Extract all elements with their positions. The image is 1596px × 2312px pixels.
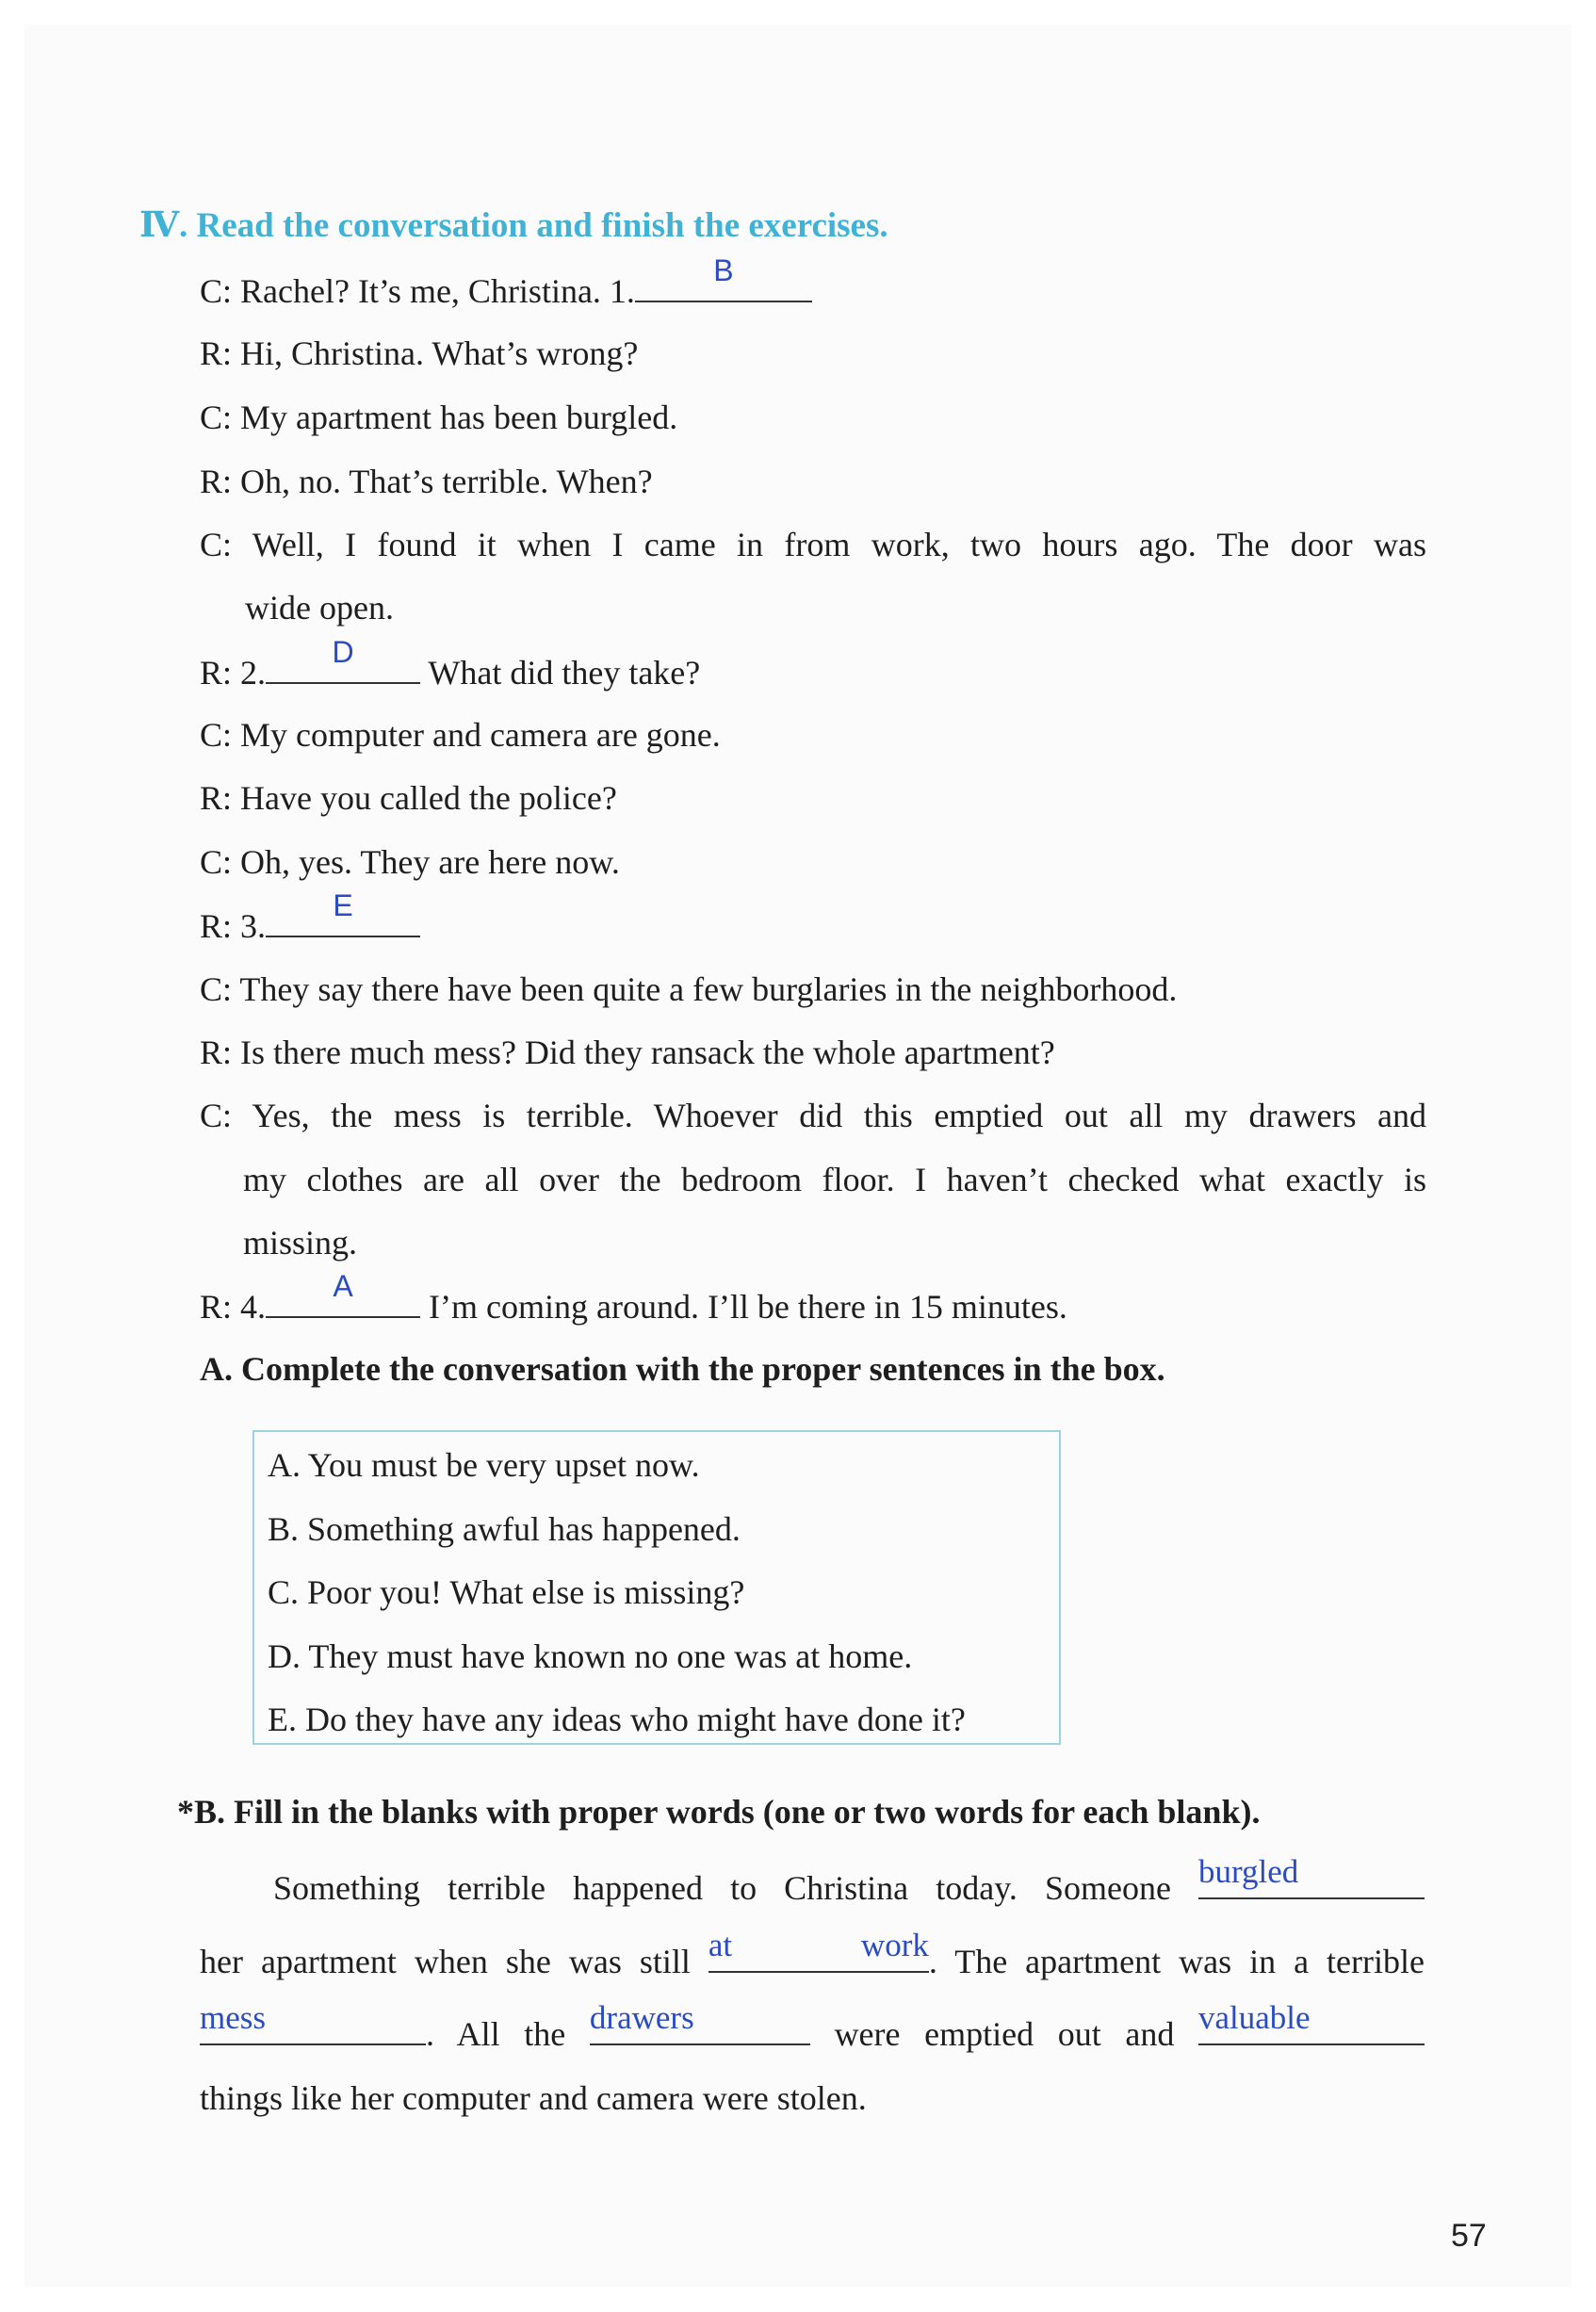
dialogue-text: Have you called the police? — [240, 779, 617, 817]
dialogue-text: Rachel? It’s me, Christina. — [240, 272, 601, 310]
section-title: Ⅳ. Read the conversation and finish the exercises. — [139, 206, 888, 245]
dialogue-text: Yes, the mess is terrible. Whoever did this emptied out all my drawers and — [252, 1097, 1426, 1134]
dialogue-text: I’m coming around. I’ll be there in 15 minutes. — [429, 1288, 1067, 1326]
speaker-label: R: — [200, 779, 233, 817]
passage-text: her apartment when she was still — [200, 1943, 691, 1980]
dialogue-text: Hi, Christina. What’s wrong? — [240, 334, 639, 372]
handwritten-answer: A — [333, 1269, 353, 1303]
blank-number: 1. — [609, 272, 635, 310]
dialogue-line — [200, 396, 677, 439]
option-item: A. You must be very upset now. — [268, 1446, 700, 1484]
handwritten-answer: E — [333, 888, 353, 922]
handwritten-answer: B — [713, 253, 734, 287]
fill-line — [273, 1853, 1425, 1910]
dialogue-line — [200, 968, 1177, 1011]
dialogue-line — [200, 332, 638, 375]
speaker-label: C: — [200, 399, 233, 436]
speaker-label: C: — [200, 272, 233, 310]
dialogue-line — [200, 1269, 1067, 1328]
dialogue-text: My apartment has been burgled. — [240, 399, 678, 436]
passage-text: were emptied out and — [834, 2015, 1175, 2053]
option-item: D. They must have known no one was at home. — [268, 1637, 913, 1675]
dialogue-continuation: missing. — [243, 1224, 358, 1262]
part-a-heading: A. Complete the conversation with the proper sentences in the box. — [200, 1350, 1165, 1388]
speaker-label: R: — [200, 1288, 233, 1326]
fill-line: things like her computer and camera were stolen. — [200, 2079, 867, 2117]
option-item: B. Something awful has happened. — [268, 1510, 741, 1548]
answer-blank — [708, 1927, 929, 1973]
dialogue-continuation: my clothes are all over the bedroom floor. I haven’t checked what exactly is — [243, 1161, 1426, 1198]
answer-blank — [1198, 1853, 1425, 1899]
answer-blank — [266, 635, 420, 684]
handwritten-answer: at work — [708, 1927, 929, 1963]
blank-number: 3. — [240, 907, 267, 945]
dialogue-line — [200, 253, 812, 313]
dialogue-text: Oh, yes. They are here now. — [240, 843, 620, 881]
handwritten-answer: valuable — [1198, 1999, 1311, 2036]
dialogue-line — [200, 840, 620, 884]
dialogue-line — [200, 460, 653, 503]
speaker-label: R: — [200, 907, 233, 945]
dialogue-line — [200, 1031, 1055, 1074]
handwritten-answer: drawers — [589, 1999, 694, 2036]
dialogue-text: They say there have been quite a few burglaries in the neighborhood. — [239, 970, 1178, 1008]
blank-number: 4. — [240, 1288, 267, 1326]
option-item: E. Do they have any ideas who might have done it? — [268, 1701, 966, 1738]
speaker-label: C: — [200, 1097, 233, 1134]
dialogue-line — [200, 713, 721, 757]
answer-blank — [1198, 1999, 1425, 2045]
passage-text: . The apartment was in a terrible — [928, 1943, 1425, 1980]
speaker-label: C: — [200, 716, 233, 754]
page-number: 57 — [1451, 2218, 1487, 2254]
dialogue-text: Oh, no. That’s terrible. When? — [240, 463, 653, 500]
answer-blank — [266, 1269, 420, 1318]
speaker-label: R: — [200, 334, 233, 372]
handwritten-answer: mess — [200, 1999, 266, 2036]
answer-blank — [266, 888, 420, 937]
option-item: C. Poor you! What else is missing? — [268, 1573, 745, 1611]
dialogue-text: What did they take? — [428, 654, 701, 692]
dialogue-line — [200, 1094, 1426, 1137]
fill-line — [200, 1927, 1425, 1983]
dialogue-line — [200, 523, 1426, 566]
dialogue-text: Well, I found it when I came in from work, two hours ago. The door was — [252, 526, 1426, 563]
answer-blank — [589, 1999, 810, 2045]
options-box — [252, 1430, 1061, 1745]
speaker-label: R: — [200, 1034, 233, 1071]
dialogue-line — [200, 776, 617, 820]
blank-number: 2. — [240, 654, 267, 692]
fill-line — [200, 1999, 1425, 2056]
handwritten-answer: D — [332, 635, 354, 669]
passage-text: Something terrible happened to Christina today. Someone — [273, 1869, 1171, 1907]
speaker-label: C: — [200, 970, 233, 1008]
speaker-label: C: — [200, 843, 233, 881]
speaker-label: R: — [200, 463, 233, 500]
speaker-label: R: — [200, 654, 233, 692]
answer-blank — [635, 253, 812, 302]
dialogue-continuation: wide open. — [245, 589, 394, 627]
passage-text: . All the — [426, 2015, 566, 2053]
part-b-heading: *B. Fill in the blanks with proper words (one or two words for each blank). — [177, 1793, 1261, 1831]
dialogue-line — [200, 635, 701, 694]
handwritten-answer: burgled — [1198, 1853, 1299, 1890]
dialogue-text: My computer and camera are gone. — [240, 716, 721, 754]
dialogue-line — [200, 888, 420, 948]
speaker-label: C: — [200, 526, 233, 563]
answer-blank — [200, 1999, 426, 2045]
dialogue-text: Is there much mess? Did they ransack the whole apartment? — [240, 1034, 1055, 1071]
